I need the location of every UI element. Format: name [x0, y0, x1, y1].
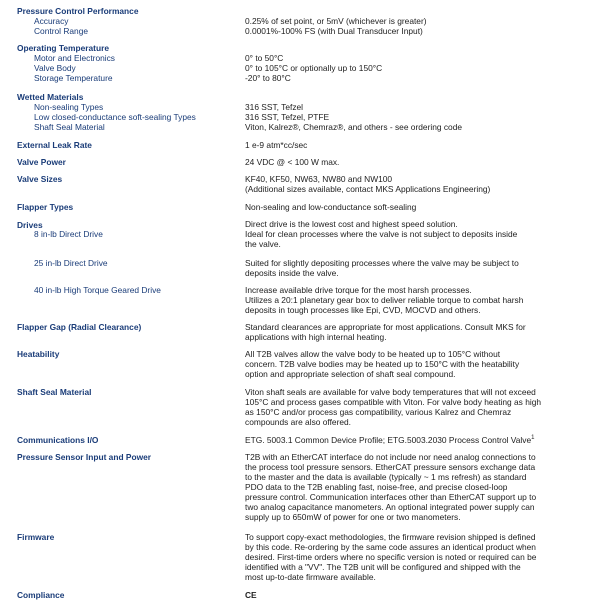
spec-value-group: [245, 6, 575, 36]
section-heading: Flapper Gap (Radial Clearance): [17, 322, 142, 332]
spec-value: deposits in tough processes like Epi, CVD, MOCVD and others.: [245, 305, 481, 315]
spec-value: Standard clearances are appropriate for most applications. Consult MKS for: [245, 322, 526, 332]
spec-value: T2B with an EtherCAT interface do not include nor need analog connections to: [245, 452, 536, 462]
spec-value: deposits inside the valve.: [245, 268, 339, 278]
spec-value: Direct drive is the lowest cost and highest speed solution.: [245, 219, 458, 229]
footnote-marker: 1: [531, 435, 535, 442]
spec-value: (Additional sizes available, contact MKS Applications Engineering): [245, 184, 491, 194]
section-heading: Operating Temperature: [17, 43, 109, 53]
spec-value-group: [245, 532, 575, 582]
section-heading: Shaft Seal Material: [17, 387, 92, 397]
spec-value-group: [245, 174, 575, 194]
spec-value: supply up to 650mW of power for one or two manometers.: [245, 512, 461, 522]
spec-sub-label: Storage Temperature: [34, 73, 113, 83]
spec-value-group: [245, 285, 575, 315]
spec-sub-label: 25 in-lb Direct Drive: [34, 258, 108, 268]
spec-label-group: [17, 229, 242, 239]
spec-value: 0.25% of set point, or 5mV (whichever is greater): [245, 16, 427, 26]
spec-label-group: [17, 590, 242, 600]
spec-sub-label: Valve Body: [34, 63, 76, 73]
spec-sub-label: Control Range: [34, 26, 89, 36]
spec-value: identified with a "VV". The T2B unit will be configured and shipped with the: [245, 562, 521, 572]
section-heading: Compliance: [17, 590, 65, 600]
spec-value-group: [245, 140, 575, 150]
section-heading: Flapper Types: [17, 202, 74, 212]
spec-value: Viton shaft seals are available for valve body temperatures that will not exceed: [245, 387, 536, 397]
spec-label-group: [17, 435, 242, 445]
spec-value: 105°C and process gases compatible with Viton. For valve body heating as high: [245, 397, 542, 407]
spec-value: -20° to 80°C: [245, 73, 291, 83]
spec-value: 0° to 105°C or optionally up to 150°C: [245, 63, 383, 73]
spec-value-group: [245, 452, 575, 522]
spec-value-group: [245, 258, 575, 278]
spec-value: desired. First-time orders where no specific version is noted or required can be: [245, 552, 537, 562]
spec-value: Suited for slightly depositing processes where the valve may be subject to: [245, 258, 519, 268]
spec-value: 24 VDC @ < 100 W max.: [245, 157, 340, 167]
spec-label-group: [17, 174, 242, 184]
spec-value: applications with high internal heating.: [245, 332, 387, 342]
spec-value: 1 e-9 atm*cc/sec: [245, 140, 308, 150]
section-heading: Firmware: [17, 532, 55, 542]
spec-value: option and appropriate selection of shaft seal compound.: [245, 369, 456, 379]
section-heading: Valve Sizes: [17, 174, 63, 184]
spec-value: 316 SST, Tefzel, PTFE: [245, 112, 330, 122]
spec-value: [245, 435, 575, 445]
section-heading: Communications I/O: [17, 435, 99, 445]
spec-value-group: [245, 590, 575, 600]
spec-label-group: [17, 202, 242, 212]
spec-sub-label: Non-sealing Types: [34, 102, 104, 112]
spec-value: Utilizes a 20:1 planetary gear box to deliver reliable torque to combat harsh: [245, 295, 524, 305]
spec-value: Ideal for clean processes where the valve is not subject to deposits inside: [245, 229, 518, 239]
spec-value-group: [245, 43, 575, 83]
spec-sub-label: 40 in-lb High Torque Geared Drive: [34, 285, 161, 295]
spec-value: two analog capacitance manometers. An optional integrated power supply can: [245, 502, 535, 512]
spec-sub-label: 8 in-lb Direct Drive: [34, 229, 103, 239]
spec-value: most up-to-date firmware available.: [245, 572, 376, 582]
spec-value-group: [245, 322, 575, 342]
spec-value: Viton, Kalrez®, Chemraz®, and others - see ordering code: [245, 122, 463, 132]
spec-value: Increase available drive torque for the most harsh processes.: [245, 285, 472, 295]
spec-value: by this code. Re-ordering by the same code assures an identical product when: [245, 542, 536, 552]
spec-value-group: [245, 349, 575, 379]
section-heading: Heatability: [17, 349, 60, 359]
section-heading: Wetted Materials: [17, 92, 84, 102]
spec-label-group: [17, 452, 242, 462]
spec-sub-label: Motor and Electronics: [34, 53, 115, 63]
spec-value: PDO data to the T2B enabling fast, noise-free, and precise closed-loop: [245, 482, 508, 492]
spec-value: To support copy-exact methodologies, the firmware revision shipped is defined: [245, 532, 536, 542]
spec-label-group: [17, 258, 242, 268]
section-heading: Pressure Sensor Input and Power: [17, 452, 152, 462]
spec-value: compounds are also offered.: [245, 417, 351, 427]
spec-sub-label: Accuracy: [34, 16, 69, 26]
spec-value: KF40, KF50, NW63, NW80 and NW100: [245, 174, 393, 184]
spec-label-group: [17, 92, 242, 132]
spec-value-group: [245, 435, 575, 445]
spec-label-group: [17, 140, 242, 150]
spec-value: as 150°C and/or process gas compatibility, various Kalrez and Chemraz: [245, 407, 512, 417]
spec-label-group: [17, 6, 242, 36]
spec-value-text: ETG. 5003.1 Common Device Profile; ETG.5003.2030 Process Control Valve: [245, 435, 532, 445]
spec-label-group: [17, 532, 242, 542]
spec-sub-label: Low closed-conductance soft-sealing Types: [34, 112, 196, 122]
spec-value: concern. T2B valve bodies may be heated up to 150°C with the heatability: [245, 359, 520, 369]
section-heading: Pressure Control Performance: [17, 6, 139, 16]
section-heading: External Leak Rate: [17, 140, 92, 150]
spec-value: Non-sealing and low-conductance soft-sealing: [245, 202, 417, 212]
spec-label-group: [17, 285, 242, 295]
spec-label-group: [17, 387, 242, 397]
spec-label-group: [17, 349, 242, 359]
section-heading: Valve Power: [17, 157, 66, 167]
spec-label-group: [17, 157, 242, 167]
spec-value: 316 SST, Tefzel: [245, 102, 304, 112]
spec-value-group: [245, 157, 575, 167]
spec-value: the valve.: [245, 239, 281, 249]
spec-value: All T2B valves allow the valve body to be heated up to 105°C without: [245, 349, 501, 359]
spec-value: 0.0001%-100% FS (with Dual Transducer Input): [245, 26, 423, 36]
spec-value-group: [245, 387, 575, 427]
spec-value-group: [245, 202, 575, 212]
spec-value: 0° to 50°C: [245, 53, 284, 63]
spec-sub-label: Shaft Seal Material: [34, 122, 105, 132]
spec-value: to the master and the data is available (typically ~ 1 ms refresh) as standard: [245, 472, 527, 482]
spec-value-group: [245, 92, 575, 132]
spec-value-group: [245, 219, 575, 249]
spec-value: pressure control. Communication interfaces other than EtherCAT support up to: [245, 492, 537, 502]
spec-value: CE: [245, 590, 257, 600]
spec-label-group: [17, 43, 242, 83]
spec-value: the process tool pressure sensors. EtherCAT pressure sensors exchange data: [245, 462, 536, 472]
spec-label-group: [17, 322, 242, 332]
section-heading: Drives: [17, 220, 43, 230]
